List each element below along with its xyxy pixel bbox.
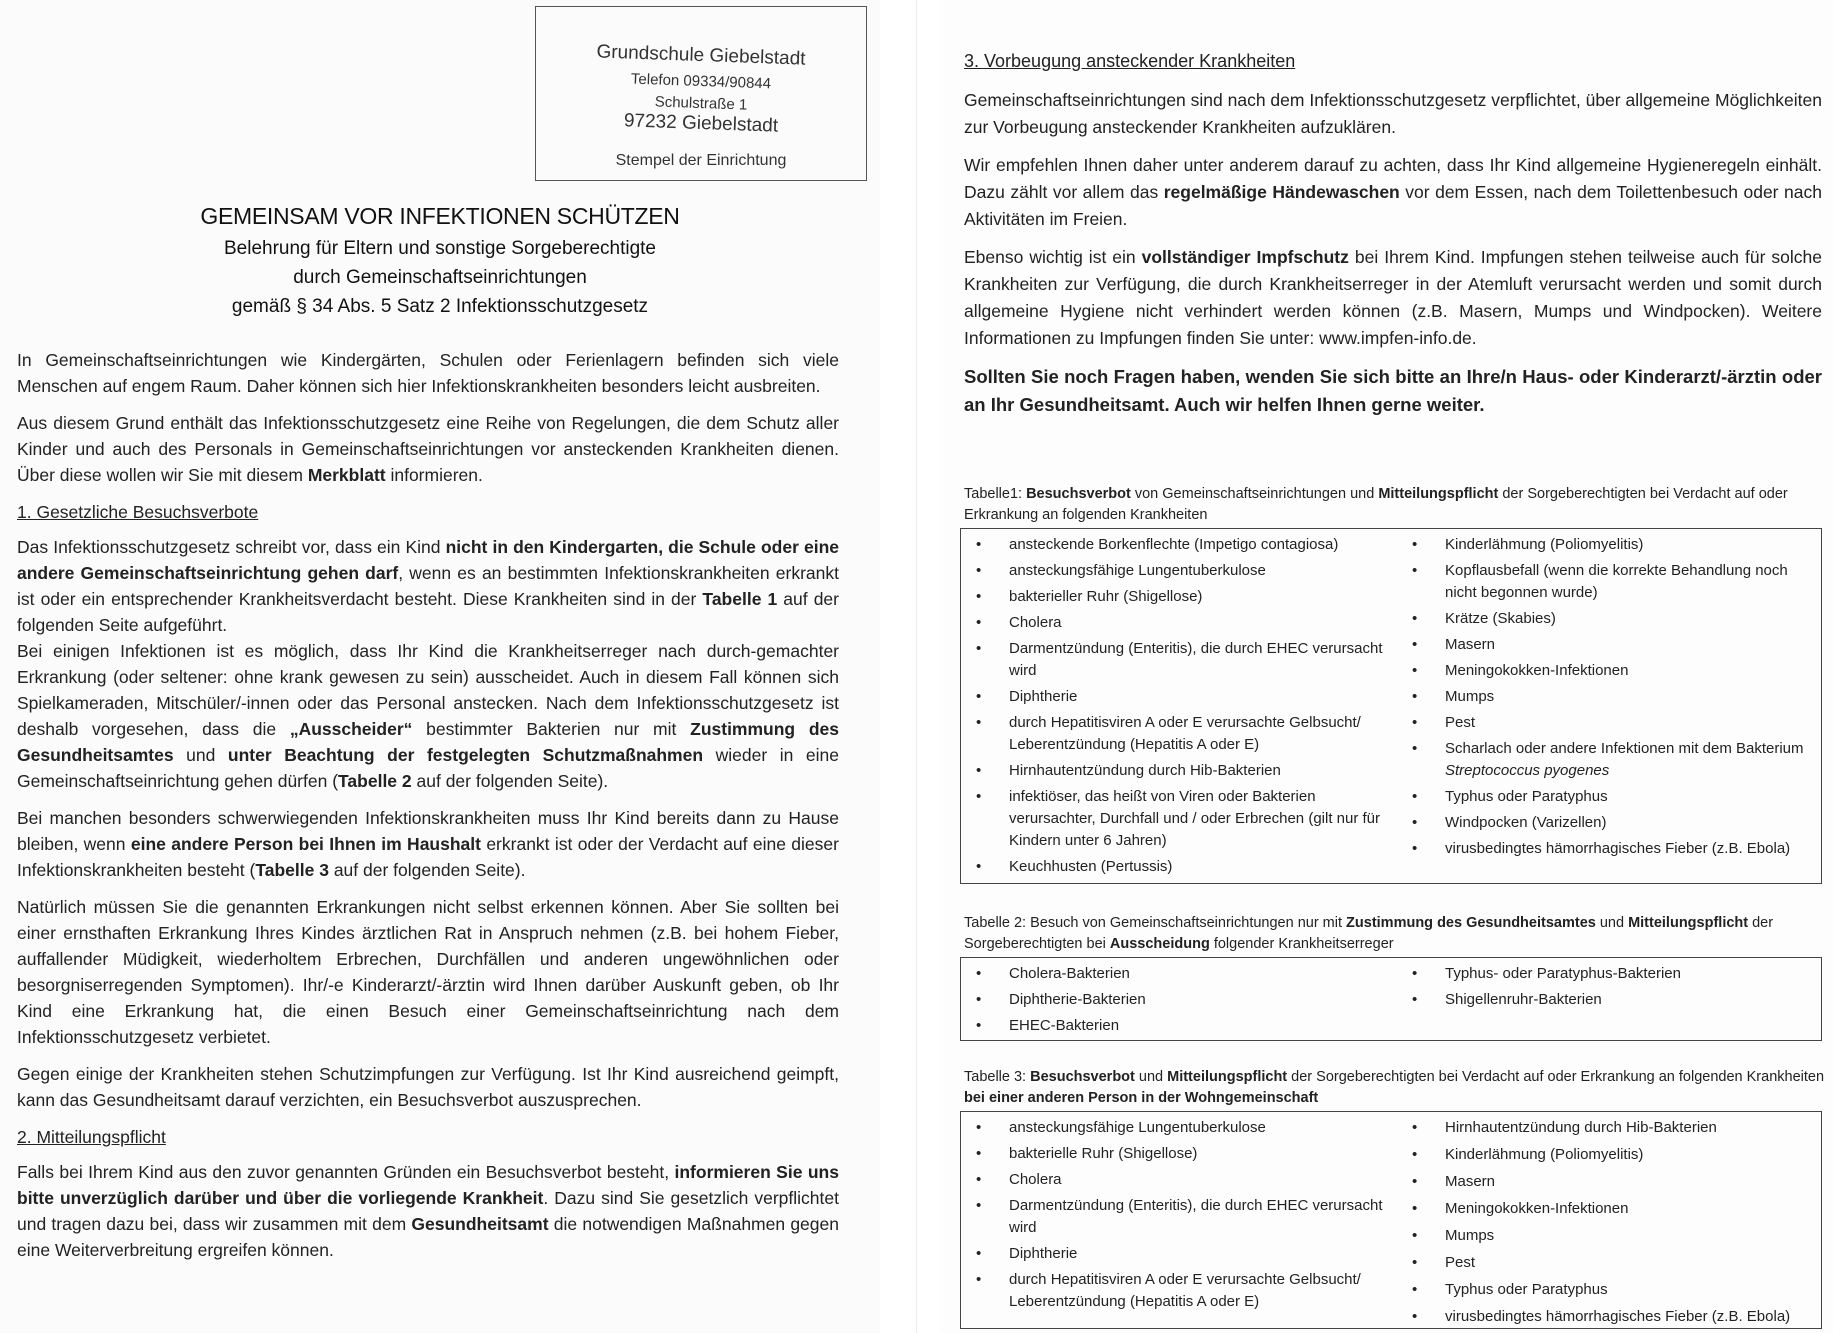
list-item: • Kopflausbefall (wenn die korrekte Behandlung noch nicht begonnen wurde) <box>1397 560 1821 604</box>
list-item: • Pest <box>1397 1252 1821 1274</box>
text-run-bold: nicht in den Kindergarten, die Schule oder eine andere Gemeinschaftseinrichtung gehen darf <box>17 537 839 583</box>
text-run: Tabelle1: <box>964 486 1027 502</box>
list-item: • Darmentzündung (Enteritis), die durch EHEC verursacht wird <box>961 638 1397 682</box>
page-right <box>940 0 1833 1333</box>
text-run-bold: Mitteilungspflicht <box>1167 1069 1288 1085</box>
text-run-bold: unter Beachtung der festgelegten Schutzmaßnahmen <box>227 745 704 765</box>
document-subtitle-1: Belehrung für Eltern und sonstige Sorgeberechtigte <box>224 238 656 259</box>
page-left <box>0 0 880 1333</box>
list-item: • Meningokokken-Infektionen <box>1397 1198 1821 1220</box>
text-run: die notwendigen Maßnahmen gegen eine Weiterverbreitung ergreifen können. <box>17 1214 839 1260</box>
text-run: Bei einigen Infektionen ist es möglich, dass Ihr Kind die Krankheitserreger nach durch-gemachter Erkrankung (oder seltener: ohne krank gewesen zu sein) ausscheidet. Auch in diesem Fall können sich Spielkameraden, Mitschüler/-innen oder das Personal anstecken. Nach dem Infektionsschutzgesetz ist deshalb vorgesehen, dass die <box>17 641 839 739</box>
text-run-bold: eine andere Person bei Ihnen im Haushalt <box>130 834 481 854</box>
list-item: • Mumps <box>1397 1225 1821 1247</box>
table1-column-2 <box>1397 534 1821 879</box>
list-item: • Masern <box>1397 1171 1821 1193</box>
list-item: • Diphtherie <box>961 686 1397 708</box>
text-run: und <box>173 745 228 765</box>
page-divider <box>916 0 917 1333</box>
intro-paragraph-2 <box>17 410 839 488</box>
list-item: • Pest <box>1397 712 1821 734</box>
list-item: • Cholera-Bakterien <box>961 963 1397 985</box>
text-run-bold: Tabelle 2 <box>338 771 412 791</box>
intro-paragraph-1: In Gemeinschaftseinrichtungen wie Kindergärten, Schulen oder Ferienlagern befinden sich viele Menschen auf engem Raum. Daher können sich hier Infektionskrankheiten besonders leicht ausbreiten. <box>17 350 839 396</box>
text-run: und <box>1134 1069 1168 1085</box>
list-item: • Masern <box>1397 634 1821 656</box>
text-run-bold: Mitteilungspflicht <box>1628 915 1749 931</box>
table3-column-2 <box>1397 1117 1821 1324</box>
text-run: Tabelle 3: <box>964 1069 1031 1085</box>
list-item: • Windpocken (Varizellen) <box>1397 812 1821 834</box>
document-subtitle-3: gemäß § 34 Abs. 5 Satz 2 Infektionsschutzgesetz <box>231 296 649 317</box>
text-run: und <box>1595 915 1629 931</box>
closing-note: Sollten Sie noch Fragen haben, wenden Sie sich bitte an Ihre/n Haus- oder Kinderarzt/-ärztin oder an Ihr Gesundheitsamt. Auch wir helfen Ihnen gerne weiter. <box>964 366 1822 415</box>
title-block <box>0 203 880 321</box>
text-run: der Sorgeberechtigten bei <box>964 915 1774 952</box>
section-heading-2: 2. Mitteilungspflicht <box>17 1127 166 1147</box>
section3-paragraph-3 <box>964 244 1822 352</box>
stamp-school-name: Grundschule Giebelstadt <box>596 41 806 70</box>
text-run-bold: Zustimmung des Gesundheitsamtes <box>17 719 839 765</box>
stamp-label: Stempel der Einrichtung <box>615 152 787 169</box>
text-run-bold: Ausscheidung <box>1109 936 1210 952</box>
list-item: • Hirnhautentzündung durch Hib-Bakterien <box>961 760 1397 782</box>
stamp-street: Schulstraße 1 <box>654 93 748 114</box>
text-run-bold: informieren Sie uns bitte unverzüglich darüber und über die vorliegende Krankheit <box>17 1162 839 1208</box>
list-item: • virusbedingtes hämorrhagisches Fieber (z.B. Ebola) <box>1397 1306 1821 1328</box>
list-item: • Hirnhautentzündung durch Hib-Bakterien <box>1397 1117 1821 1139</box>
list-item: • Krätze (Skabies) <box>1397 608 1821 630</box>
list-item: • bakterieller Ruhr (Shigellose) <box>961 586 1397 608</box>
list-item <box>1397 738 1821 782</box>
list-item: • Kinderlähmung (Poliomyelitis) <box>1397 1144 1821 1166</box>
text-run-bold: Tabelle 3 <box>255 860 329 880</box>
section2-paragraph-1 <box>17 1159 839 1263</box>
section-heading-3: 3. Vorbeugung ansteckender Krankheiten <box>964 51 1296 71</box>
section1-paragraph-2 <box>17 638 839 794</box>
text-run: Ebenso wichtig ist ein <box>964 247 1142 267</box>
text-run-bold: Tabelle 1 <box>702 589 778 609</box>
text-run-bold: Merkblatt <box>307 465 386 485</box>
text-run: der Sorgeberechtigten bei Verdacht auf oder Erkrankung an folgenden Krankheiten <box>964 486 1788 523</box>
text-run: wieder in eine Gemeinschaftseinrichtung gehen dürfen ( <box>17 745 839 791</box>
text-run: Bei manchen besonders schwerwiegenden Infektionskrankheiten muss Ihr Kind bereits dann zu Hause bleiben, wenn <box>17 808 839 854</box>
text-run: auf der folgenden Seite). <box>411 771 609 791</box>
table3-caption <box>964 1067 1824 1109</box>
list-item: • Typhus- oder Paratyphus-Bakterien <box>1397 963 1821 985</box>
stamp-phone: Telefon 09334/90844 <box>630 70 772 93</box>
text-run: auf der folgenden Seite). <box>328 860 526 880</box>
section1-paragraph-5: Gegen einige der Krankheiten stehen Schutzimpfungen zur Verfügung. Ist Ihr Kind ausreichend geimpft, kann das Gesundheitsamt darauf verzichten, ein Besuchsverbot auszusprechen. <box>17 1064 839 1110</box>
text-run-bold: Mitteilungspflicht <box>1378 486 1499 502</box>
list-item: • Meningokokken-Infektionen <box>1397 660 1821 682</box>
right-body <box>964 48 1822 430</box>
list-item: • Cholera <box>961 612 1397 634</box>
text-run: erkrankt ist oder der Verdacht auf eine dieser Infektionskrankheiten besteht ( <box>17 834 839 880</box>
text-run: Wir empfehlen Ihnen daher unter anderem darauf zu achten, dass Ihr Kind allgemeine Hygieneregeln einhält. Dazu zählt vor allem das <box>964 155 1822 202</box>
text-run: Falls bei Ihrem Kind aus den zuvor genannten Gründen ein Besuchsverbot besteht, <box>17 1162 675 1182</box>
text-run: bei Ihrem Kind. Impfungen stehen teilweise auch für solche Krankheiten zur Verfügung, die durch Krankheitserreger in der Atemluft verursacht werden und somit durch allgemeine Hygiene nicht verhindert werden können (z.B. Masern, Mumps und Windpocken). Weitere Informationen zu Impfungen finden Sie unter: www.impfen-info.de. <box>964 247 1822 348</box>
text-run-bold: Gesundheitsamt <box>411 1214 549 1234</box>
stamp-city: 97232 Giebelstadt <box>623 110 779 137</box>
text-run-bold: „Ausscheider“ <box>289 719 413 739</box>
section1-paragraph-1 <box>17 534 839 638</box>
table2-column-2 <box>1397 963 1821 1036</box>
list-item: • Shigellenruhr-Bakterien <box>1397 989 1821 1011</box>
table1-caption <box>964 484 1824 526</box>
text-run-bold: bei einer anderen Person in der Wohngemeinschaft <box>964 1090 1319 1106</box>
text-run: informieren. <box>385 465 483 485</box>
text-run: vor dem Essen, nach dem Toilettenbesuch oder nach Aktivitäten im Freien. <box>964 182 1822 229</box>
text-run: folgender Krankheitserreger <box>1209 936 1394 952</box>
list-item: • ansteckungsfähige Lungentuberkulose <box>961 1117 1397 1139</box>
text-run: der Sorgeberechtigten bei Verdacht auf oder Erkrankung an folgenden Krankheiten <box>1287 1069 1825 1085</box>
text-run: Das Infektionsschutzgesetz schreibt vor, dass ein Kind <box>17 537 446 557</box>
list-item: • durch Hepatitisviren A oder E verursachte Gelbsucht/ Leberentzündung (Hepatitis A oder E) <box>961 1269 1397 1313</box>
list-item: • Keuchhusten (Pertussis) <box>961 856 1397 878</box>
institution-stamp <box>535 6 867 181</box>
document-subtitle-2: durch Gemeinschaftseinrichtungen <box>293 267 587 288</box>
list-item: • Darmentzündung (Enteritis), die durch EHEC verursacht wird <box>961 1195 1397 1239</box>
list-item: • Typhus oder Paratyphus <box>1397 1279 1821 1301</box>
list-item: • virusbedingtes hämorrhagisches Fieber (z.B. Ebola) <box>1397 838 1821 860</box>
text-run: . Dazu sind Sie gesetzlich verpflichtet und tragen dazu bei, dass wir zusammen mit dem <box>17 1188 839 1234</box>
table3 <box>960 1111 1822 1329</box>
section1-paragraph-4: Natürlich müssen Sie die genannten Erkrankungen nicht selbst erkennen können. Aber Sie sollten bei einer ernsthaften Erkrankung Ihres Kindes ärztlichen Rat in Anspruch nehmen (z.B. bei hohem Fieber, auffallender Müdigkeit, wiederholtem Erbrechen, Durchfällen und anderen ungewöhnlichen oder besorgniserregenden Symptomen). Ihr/-e Kinderarzt/-ärztin wird Ihnen darüber Auskunft geben, ob Ihr Kind eine Erkrankung hat, die einen Besuch einer Gemeinschaftseinrichtung nach dem Infektionsschutzgesetz verbietet. <box>17 897 839 1047</box>
text-run-bold: regelmäßige Händewaschen <box>1163 182 1400 202</box>
table1 <box>960 528 1822 884</box>
section3-paragraph-2 <box>964 152 1822 233</box>
list-item: • durch Hepatitisviren A oder E verursachte Gelbsucht/ Leberentzündung (Hepatitis A oder E) <box>961 712 1397 756</box>
list-item: • Diphtherie <box>961 1243 1397 1265</box>
table1-column-1 <box>961 534 1397 879</box>
list-item: • ansteckende Borkenflechte (Impetigo contagiosa) <box>961 534 1397 556</box>
list-item: • EHEC-Bakterien <box>961 1015 1397 1037</box>
list-item: • bakterielle Ruhr (Shigellose) <box>961 1143 1397 1165</box>
table2-caption <box>964 913 1824 955</box>
list-item: • Diphtherie-Bakterien <box>961 989 1397 1011</box>
text-run-bold: Besuchsverbot <box>1030 1069 1135 1085</box>
text-run: Scharlach oder andere Infektionen mit dem Bakterium <box>1445 740 1804 757</box>
document-title: GEMEINSAM VOR INFEKTIONEN SCHÜTZEN <box>200 203 680 229</box>
text-run: von Gemeinschaftseinrichtungen und <box>1130 486 1379 502</box>
text-run: , wenn es an bestimmten Infektionskrankheiten erkrankt ist oder ein entsprechender Krankheitsverdacht besteht. Diese Krankheiten sind in der <box>17 563 839 609</box>
section1-paragraph-3 <box>17 805 839 883</box>
table2-column-1 <box>961 963 1397 1036</box>
text-run: Aus diesem Grund enthält das Infektionsschutzgesetz eine Reihe von Regelungen, die dem Schutz aller Kinder und auch des Personals in Gemeinschaftseinrichtungen vor ansteckenden Krankheiten dienen. Über diese wollen wir Sie mit diesem <box>17 413 839 485</box>
text-run-italic: Streptococcus pyogenes <box>1445 762 1610 779</box>
text-run: Tabelle 2: Besuch von Gemeinschaftseinrichtungen nur mit <box>964 915 1347 931</box>
text-run-bold: Besuchsverbot <box>1026 486 1131 502</box>
list-item: • infektiöser, das heißt von Viren oder Bakterien verursachter, Durchfall und / oder Erbrechen (gilt nur für Kindern unter 6 Jahren) <box>961 786 1397 852</box>
list-item: • ansteckungsfähige Lungentuberkulose <box>961 560 1397 582</box>
text-run: auf der folgenden Seite aufgeführt. <box>17 589 839 635</box>
text-run-bold: Zustimmung des Gesundheitsamtes <box>1346 915 1596 931</box>
text-run-bold: vollständiger Impfschutz <box>1141 247 1349 267</box>
list-item: • Kinderlähmung (Poliomyelitis) <box>1397 534 1821 556</box>
left-body <box>17 347 839 1274</box>
section3-paragraph-1: Gemeinschaftseinrichtungen sind nach dem Infektionsschutzgesetz verpflichtet, über allgemeine Möglichkeiten zur Vorbeugung ansteckender Krankheiten aufzuklären. <box>964 90 1822 137</box>
list-item: • Cholera <box>961 1169 1397 1191</box>
table2 <box>960 957 1822 1041</box>
list-item: • Typhus oder Paratyphus <box>1397 786 1821 808</box>
table3-column-1 <box>961 1117 1397 1324</box>
section-heading-1: 1. Gesetzliche Besuchsverbote <box>17 502 259 522</box>
text-run: bestimmter Bakterien nur mit <box>412 719 691 739</box>
list-item: • Mumps <box>1397 686 1821 708</box>
